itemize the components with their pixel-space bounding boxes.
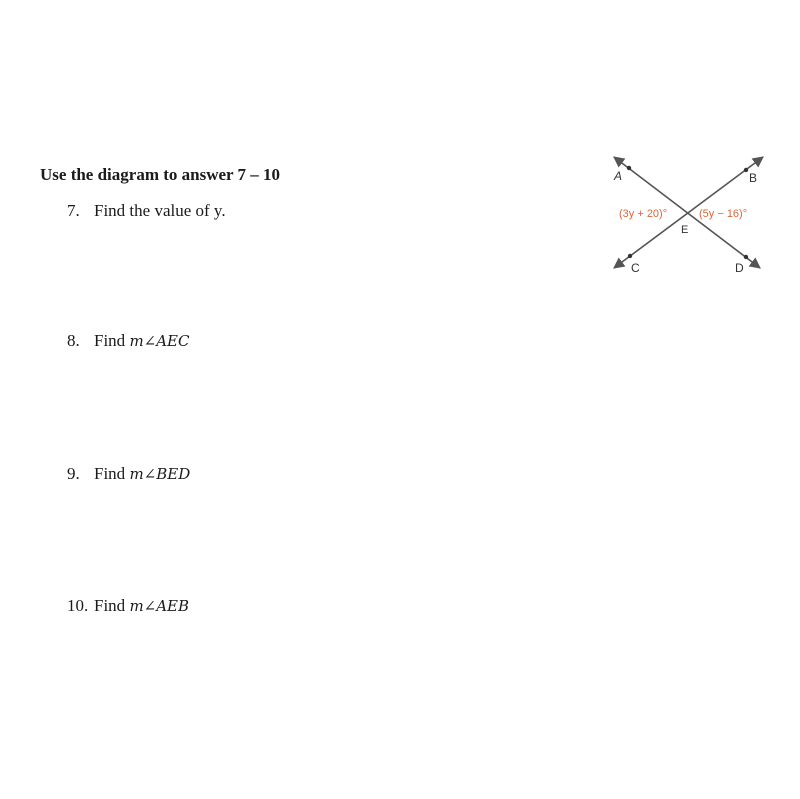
angle-expression: m∠BED (129, 465, 191, 483)
angle-left-expression: (3y + 20)° (619, 208, 668, 220)
point-b-dot (744, 168, 748, 172)
question-number: 9. (67, 464, 80, 483)
question-10 (67, 596, 189, 616)
label-b: B (749, 171, 758, 185)
question-text: Find (94, 331, 130, 350)
angle-expression: m∠AEB (129, 597, 190, 615)
point-a-dot (627, 166, 631, 170)
label-a: A (614, 169, 623, 183)
angle-expression: m∠AEC (129, 332, 190, 350)
point-d-dot (744, 255, 748, 259)
question-text: Find (94, 464, 130, 483)
angle-right-expression: (5y − 16)° (699, 208, 748, 220)
intersecting-lines-diagram (600, 145, 780, 285)
question-8 (67, 331, 190, 351)
point-c-dot (628, 254, 632, 258)
question-7 (67, 201, 226, 221)
label-c: C (631, 261, 640, 275)
label-e: E (681, 224, 689, 236)
question-number: 8. (67, 331, 80, 350)
question-number: 10. (67, 596, 89, 615)
label-d: D (735, 261, 744, 275)
question-number: 7. (67, 201, 80, 220)
question-9 (67, 464, 190, 484)
question-text: Find (94, 596, 130, 615)
question-text: Find the value of y. (94, 201, 226, 220)
instructions-heading: Use the diagram to answer 7 – 10 (40, 165, 281, 184)
